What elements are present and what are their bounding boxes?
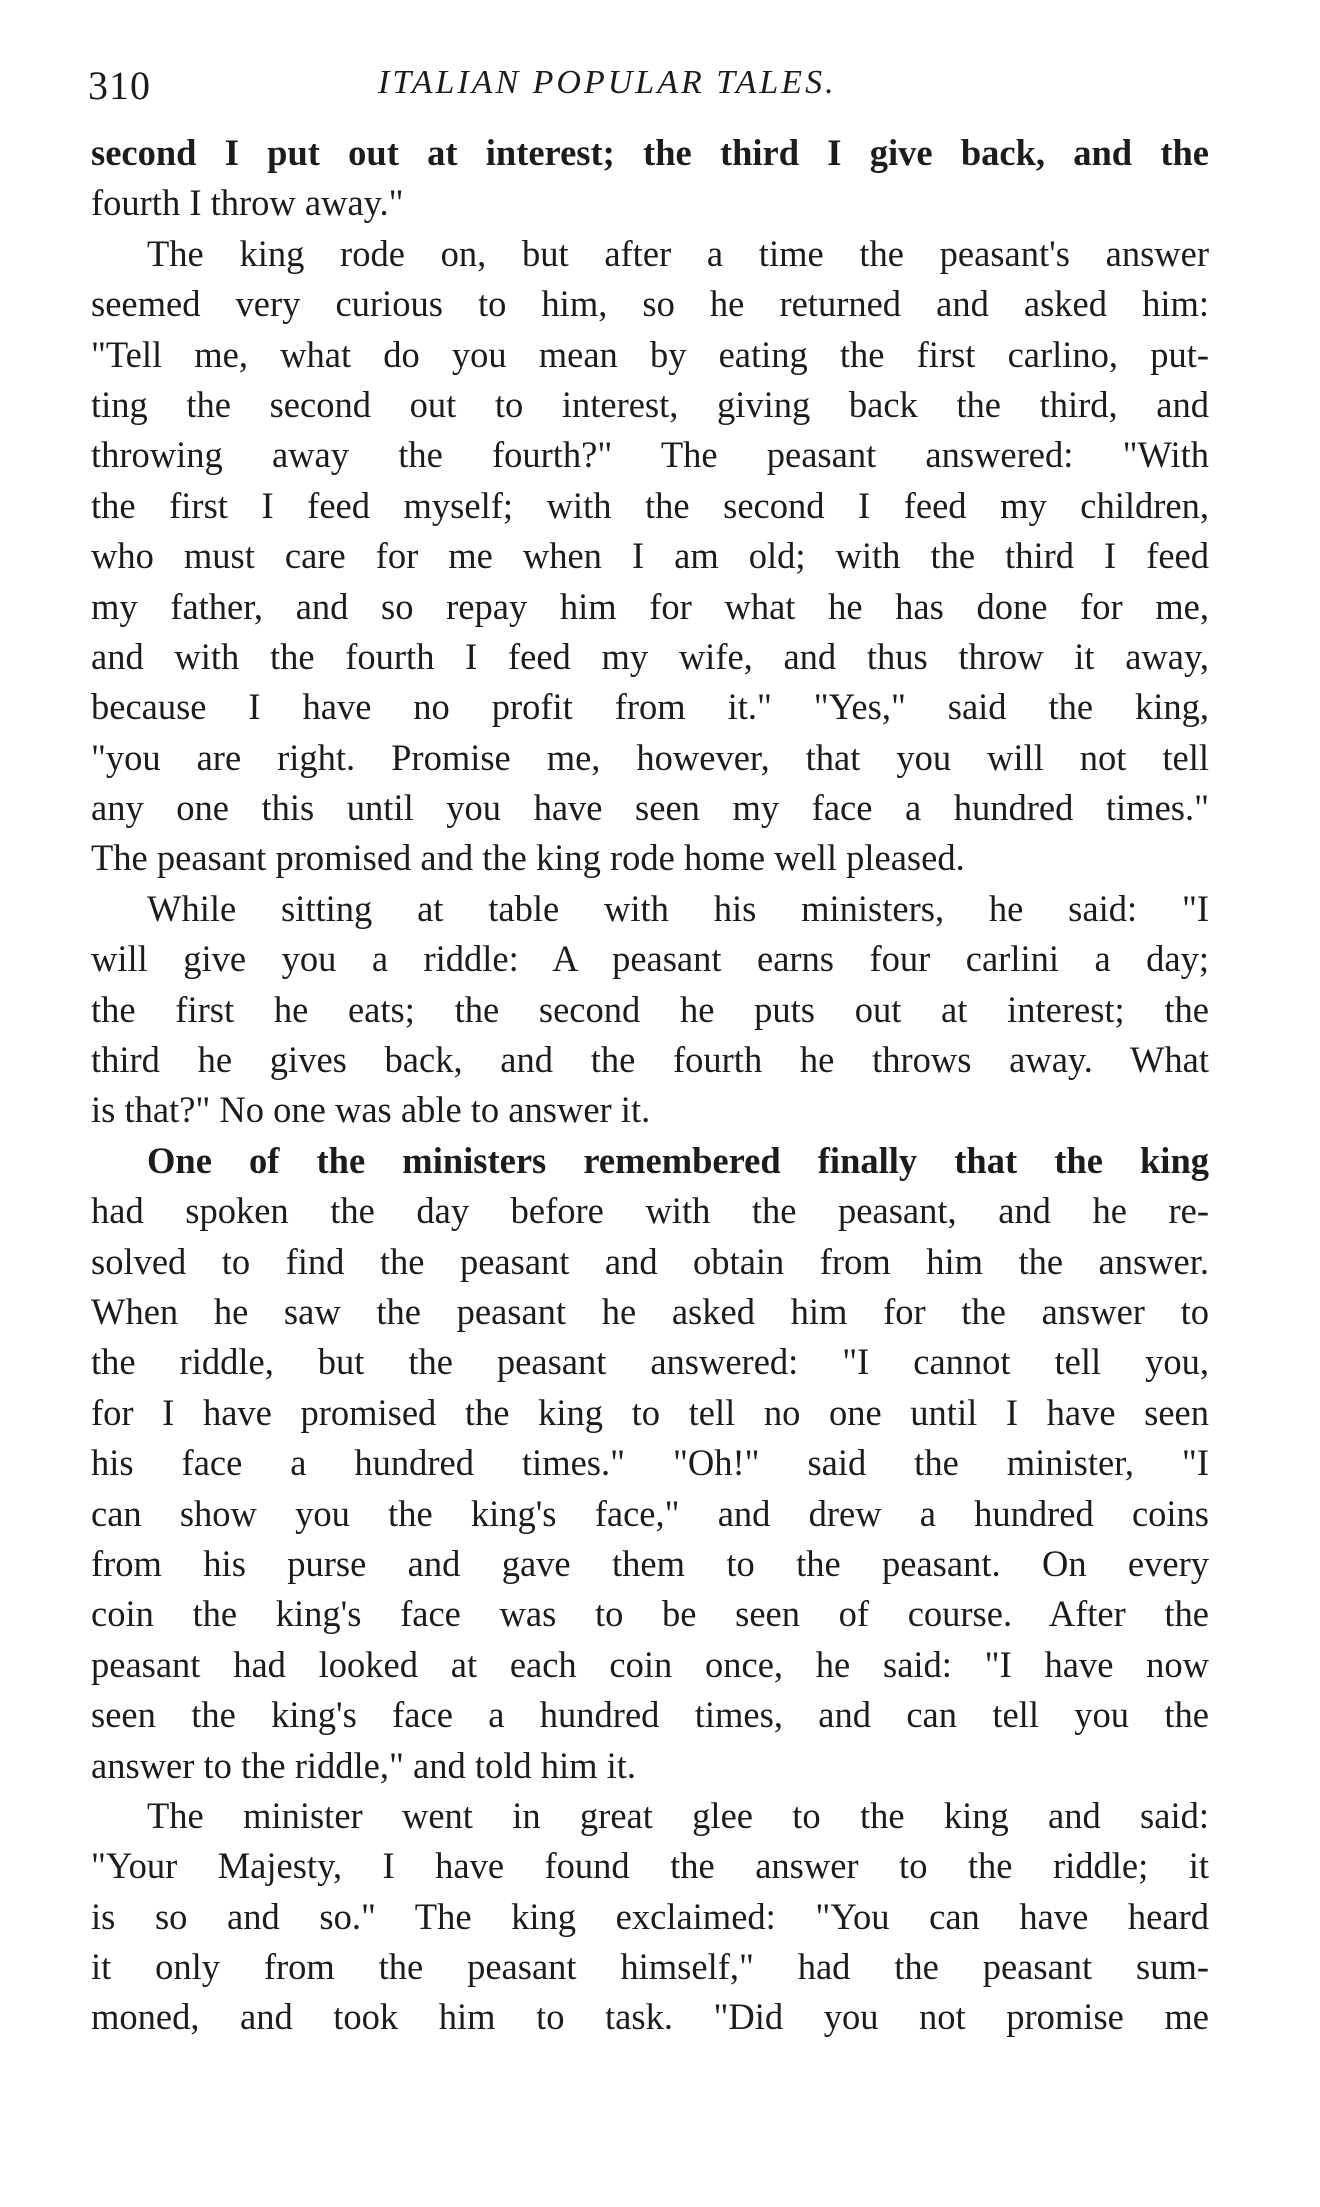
text-line: "Tell me, what do you mean by eating the first carlino, put- bbox=[91, 333, 1209, 375]
text-line: who must care for me when I am old; with the third I feed bbox=[91, 535, 1209, 577]
text-line: his face a hundred times." "Oh!" said the minister, "I bbox=[91, 1442, 1209, 1484]
running-title: ITALIAN POPULAR TALES. bbox=[378, 64, 837, 101]
text-line: and with the fourth I feed my wife, and thus throw it away, bbox=[91, 635, 1209, 677]
text-line: The peasant promised and the king rode home well pleased. bbox=[91, 837, 965, 879]
page-header bbox=[88, 62, 1208, 122]
text-line: answer to the riddle," and told him it. bbox=[91, 1744, 637, 1786]
text-line: moned, and took him to task. "Did you not promise me bbox=[91, 1996, 1209, 2038]
text-line: The king rode on, but after a time the peasant's answer bbox=[147, 232, 1209, 274]
text-line: is so and so." The king exclaimed: "You can have heard bbox=[91, 1895, 1209, 1937]
text-line: When he saw the peasant he asked him for the answer to bbox=[91, 1290, 1209, 1332]
text-line: from his purse and gave them to the peasant. On every bbox=[91, 1542, 1209, 1584]
text-line: will give you a riddle: A peasant earns four carlini a day; bbox=[91, 938, 1209, 980]
text-line: because I have no profit from it." "Yes," said the king, bbox=[91, 686, 1209, 728]
text-line: is that?" No one was able to answer it. bbox=[91, 1089, 651, 1131]
text-line: One of the ministers remembered finally that the king bbox=[147, 1139, 1209, 1181]
text-line: for I have promised the king to tell no one until I have seen bbox=[91, 1391, 1209, 1433]
text-line: third he gives back, and the fourth he throws away. What bbox=[91, 1039, 1209, 1081]
text-line: the first I feed myself; with the second I feed my children, bbox=[91, 484, 1209, 526]
text-line: "Your Majesty, I have found the answer to the riddle; it bbox=[91, 1845, 1209, 1887]
page-number: 310 bbox=[88, 63, 151, 108]
text-line: my father, and so repay him for what he has done for me, bbox=[91, 585, 1209, 627]
text-line: second I put out at interest; the third I give back, and the bbox=[91, 132, 1209, 173]
text-line: had spoken the day before with the peasant, and he re- bbox=[91, 1190, 1209, 1232]
text-line: throwing away the fourth?" The peasant answered: "With bbox=[91, 434, 1209, 476]
body-text bbox=[91, 128, 1209, 2043]
text-line: fourth I throw away." bbox=[91, 182, 404, 224]
text-line: The minister went in great glee to the king and said: bbox=[147, 1794, 1209, 1836]
text-line: While sitting at table with his ministers, he said: "I bbox=[147, 887, 1209, 929]
text-line: can show you the king's face," and drew a hundred coins bbox=[91, 1492, 1209, 1534]
text-line: solved to find the peasant and obtain from him the answer. bbox=[91, 1240, 1209, 1282]
text-line: peasant had looked at each coin once, he said: "I have now bbox=[91, 1643, 1209, 1685]
text-line: the first he eats; the second he puts out at interest; the bbox=[91, 988, 1209, 1030]
text-line: any one this until you have seen my face a hundred times." bbox=[91, 787, 1209, 829]
text-line: coin the king's face was to be seen of course. After the bbox=[91, 1593, 1209, 1635]
text-line: the riddle, but the peasant answered: "I cannot tell you, bbox=[91, 1341, 1209, 1383]
text-line: seemed very curious to him, so he returned and asked him: bbox=[91, 283, 1209, 325]
text-line: it only from the peasant himself," had the peasant sum- bbox=[91, 1946, 1209, 1988]
text-line: seen the king's face a hundred times, and can tell you the bbox=[91, 1694, 1209, 1736]
text-line: "you are right. Promise me, however, that you will not tell bbox=[91, 736, 1209, 778]
text-line: ting the second out to interest, giving back the third, and bbox=[91, 383, 1209, 425]
